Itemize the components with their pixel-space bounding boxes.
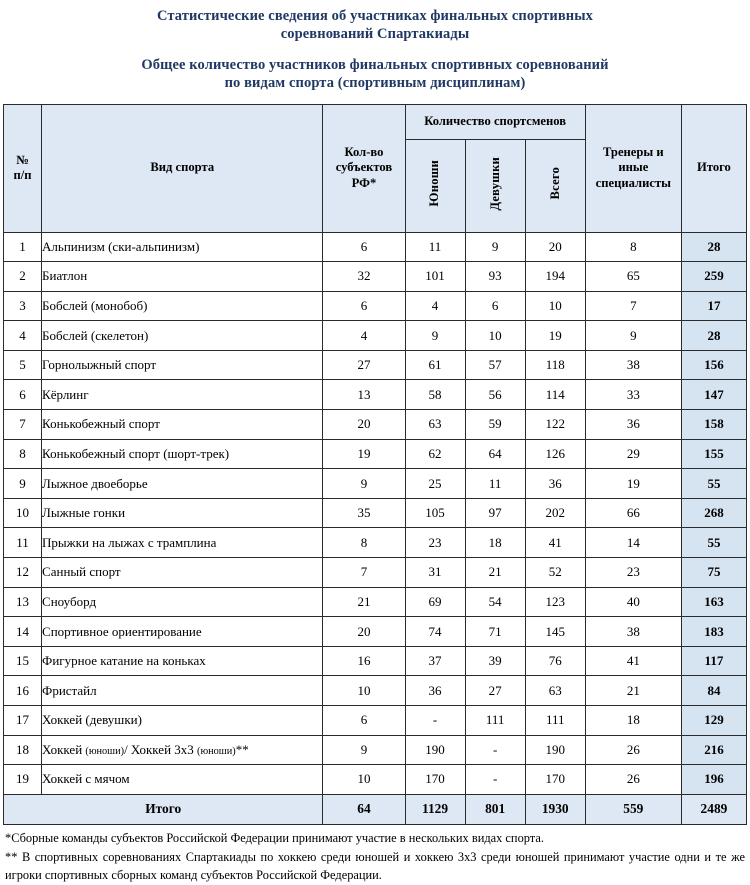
row-subjects: 7 — [323, 558, 405, 588]
row-subjects: 35 — [323, 498, 405, 528]
row-number: 9 — [4, 469, 42, 499]
table-row — [4, 646, 747, 676]
col-header-subjects-line2: субъектов — [335, 160, 393, 175]
page-title-line1: Статистические сведения об участниках финальных спортивных — [156, 8, 594, 24]
row-boys: 31 — [405, 558, 465, 588]
row-all: 114 — [525, 380, 585, 410]
row-boys: 101 — [405, 262, 465, 292]
col-header-number-line2: п/п — [13, 168, 32, 182]
row-girls: 10 — [465, 321, 525, 351]
row-boys: 4 — [405, 291, 465, 321]
row-all: 118 — [525, 350, 585, 380]
col-header-boys-label: Юноши — [427, 160, 442, 207]
row-sport-name: Фигурное катание на коньках — [42, 646, 323, 676]
row-girls: 54 — [465, 587, 525, 617]
row-girls: - — [465, 735, 525, 765]
row-subjects: 10 — [323, 676, 405, 706]
row-total: 183 — [681, 617, 746, 647]
row-total: 259 — [681, 262, 746, 292]
page-subtitle — [28, 56, 722, 92]
row-all: 190 — [525, 735, 585, 765]
col-header-all — [525, 139, 585, 232]
row-boys: - — [405, 706, 465, 736]
table-row — [4, 469, 747, 499]
row-all: 36 — [525, 469, 585, 499]
row-all: 170 — [525, 765, 585, 795]
row-sport-name: Сноуборд — [42, 587, 323, 617]
row-subjects: 9 — [323, 735, 405, 765]
row-total: 28 — [681, 321, 746, 351]
row-sport-name: Альпинизм (ски-альпинизм) — [42, 232, 323, 262]
col-header-athletes-group: Количество спортсменов — [405, 104, 585, 139]
col-header-total: Итого — [681, 104, 746, 232]
row-number: 5 — [4, 350, 42, 380]
row-coaches: 18 — [585, 706, 681, 736]
row-sport-name: Кёрлинг — [42, 380, 323, 410]
row-girls: 11 — [465, 469, 525, 499]
row-all: 41 — [525, 528, 585, 558]
table-row — [4, 498, 747, 528]
row-sport-name: Прыжки на лыжах с трамплина — [42, 528, 323, 558]
col-header-number-line1: № — [16, 152, 29, 167]
row-sport-name: Санный спорт — [42, 558, 323, 588]
row-total: 55 — [681, 528, 746, 558]
table-row — [4, 706, 747, 736]
sport-name-fragment: (юноши) — [85, 745, 125, 757]
row-all: 111 — [525, 706, 585, 736]
row-number: 13 — [4, 587, 42, 617]
totals-total: 2489 — [681, 794, 746, 824]
row-boys: 69 — [405, 587, 465, 617]
row-sport-name: Бобслей (скелетон) — [42, 321, 323, 351]
table-row — [4, 765, 747, 795]
row-number: 6 — [4, 380, 42, 410]
row-boys: 9 — [405, 321, 465, 351]
row-coaches: 38 — [585, 617, 681, 647]
row-number: 16 — [4, 676, 42, 706]
row-all: 63 — [525, 676, 585, 706]
row-girls: 56 — [465, 380, 525, 410]
row-all: 145 — [525, 617, 585, 647]
page-title-line2: соревнований Спартакиады — [280, 26, 470, 43]
row-boys: 62 — [405, 439, 465, 469]
row-number: 11 — [4, 528, 42, 558]
row-number: 12 — [4, 558, 42, 588]
row-total: 55 — [681, 469, 746, 499]
table-row — [4, 291, 747, 321]
col-header-subjects-line1: Кол-во — [344, 145, 384, 160]
row-boys: 25 — [405, 469, 465, 499]
row-subjects: 13 — [323, 380, 405, 410]
row-number: 10 — [4, 498, 42, 528]
row-coaches: 26 — [585, 765, 681, 795]
row-coaches: 9 — [585, 321, 681, 351]
row-number: 15 — [4, 646, 42, 676]
header-row-1 — [4, 104, 747, 139]
row-subjects: 6 — [323, 706, 405, 736]
row-total: 163 — [681, 587, 746, 617]
totals-coaches: 559 — [585, 794, 681, 824]
table-row — [4, 528, 747, 558]
sport-name-fragment: (юноши) — [197, 745, 236, 757]
col-header-coaches-line3: специалисты — [595, 175, 671, 190]
row-sport-name: Конькобежный спорт — [42, 410, 323, 440]
row-coaches: 33 — [585, 380, 681, 410]
row-boys: 37 — [405, 646, 465, 676]
row-girls: 6 — [465, 291, 525, 321]
table-row — [4, 262, 747, 292]
row-girls: 97 — [465, 498, 525, 528]
table-row — [4, 587, 747, 617]
row-total: 155 — [681, 439, 746, 469]
col-header-coaches — [585, 104, 681, 232]
row-girls: - — [465, 765, 525, 795]
row-coaches: 29 — [585, 439, 681, 469]
row-boys: 11 — [405, 232, 465, 262]
row-coaches: 14 — [585, 528, 681, 558]
row-all: 122 — [525, 410, 585, 440]
row-boys: 23 — [405, 528, 465, 558]
row-total: 158 — [681, 410, 746, 440]
row-subjects: 4 — [323, 321, 405, 351]
row-sport-name: Конькобежный спорт (шорт-трек) — [42, 439, 323, 469]
table-row — [4, 735, 747, 765]
row-total: 75 — [681, 558, 746, 588]
row-coaches: 19 — [585, 469, 681, 499]
row-boys: 63 — [405, 410, 465, 440]
page-subtitle-line1: Общее количество участников финальных спортивных соревнований — [141, 57, 609, 74]
row-subjects: 9 — [323, 469, 405, 499]
row-boys: 36 — [405, 676, 465, 706]
row-total: 216 — [681, 735, 746, 765]
row-number: 4 — [4, 321, 42, 351]
row-girls: 21 — [465, 558, 525, 588]
row-all: 20 — [525, 232, 585, 262]
totals-subjects: 64 — [323, 794, 405, 824]
row-total: 129 — [681, 706, 746, 736]
row-total: 196 — [681, 765, 746, 795]
row-all: 123 — [525, 587, 585, 617]
table-row — [4, 558, 747, 588]
row-girls: 93 — [465, 262, 525, 292]
col-header-subjects-line3: РФ* — [351, 175, 377, 190]
table-foot — [4, 794, 747, 824]
sport-name-fragment: Хоккей — [42, 741, 86, 757]
row-coaches: 36 — [585, 410, 681, 440]
footnote-2: ** В спортивных соревнованиях Спартакиады по хоккею среди юношей и хоккею 3х3 среди юношей принимают участие одни и те же игроки спортивных сборных команд субъектов Российской Федерации. — [5, 849, 745, 883]
row-subjects: 32 — [323, 262, 405, 292]
table-row — [4, 350, 747, 380]
row-total: 268 — [681, 498, 746, 528]
participants-table — [3, 104, 747, 825]
row-number: 8 — [4, 439, 42, 469]
totals-row — [4, 794, 747, 824]
row-boys: 170 — [405, 765, 465, 795]
row-boys: 61 — [405, 350, 465, 380]
table-container — [3, 104, 747, 825]
row-number: 7 — [4, 410, 42, 440]
row-all: 202 — [525, 498, 585, 528]
row-subjects: 27 — [323, 350, 405, 380]
row-girls: 57 — [465, 350, 525, 380]
table-row — [4, 410, 747, 440]
row-number: 2 — [4, 262, 42, 292]
row-sport-name — [42, 735, 323, 765]
row-sport-name: Спортивное ориентирование — [42, 617, 323, 647]
table-row — [4, 380, 747, 410]
col-header-coaches-line1: Тренеры и — [603, 145, 664, 160]
totals-all: 1930 — [525, 794, 585, 824]
col-header-subjects — [323, 104, 405, 232]
row-sport-name: Горнолыжный спорт — [42, 350, 323, 380]
col-header-boys — [405, 139, 465, 232]
page-subtitle-line2: по видам спорта (спортивным дисциплинам) — [224, 75, 526, 92]
row-coaches: 66 — [585, 498, 681, 528]
row-total: 156 — [681, 350, 746, 380]
row-girls: 9 — [465, 232, 525, 262]
totals-girls: 801 — [465, 794, 525, 824]
table-row — [4, 676, 747, 706]
row-boys: 105 — [405, 498, 465, 528]
table-body — [4, 232, 747, 794]
table-row — [4, 321, 747, 351]
row-coaches: 38 — [585, 350, 681, 380]
row-number: 17 — [4, 706, 42, 736]
row-sport-name: Фристайл — [42, 676, 323, 706]
col-header-girls-label: Девушки — [487, 156, 502, 211]
row-all: 194 — [525, 262, 585, 292]
row-subjects: 8 — [323, 528, 405, 558]
document-titles — [3, 0, 747, 93]
row-coaches: 8 — [585, 232, 681, 262]
row-coaches: 7 — [585, 291, 681, 321]
row-girls: 111 — [465, 706, 525, 736]
row-coaches: 41 — [585, 646, 681, 676]
row-total: 84 — [681, 676, 746, 706]
row-all: 52 — [525, 558, 585, 588]
footnotes — [3, 829, 747, 885]
row-coaches: 40 — [585, 587, 681, 617]
row-number: 18 — [4, 735, 42, 765]
row-sport-name: Лыжные гонки — [42, 498, 323, 528]
col-header-girls — [465, 139, 525, 232]
totals-boys: 1129 — [405, 794, 465, 824]
table-row — [4, 232, 747, 262]
row-subjects: 20 — [323, 617, 405, 647]
row-sport-name: Бобслей (монобоб) — [42, 291, 323, 321]
row-subjects: 19 — [323, 439, 405, 469]
row-girls: 64 — [465, 439, 525, 469]
row-sport-name: Хоккей (девушки) — [42, 706, 323, 736]
totals-label: Итого — [4, 794, 323, 824]
row-total: 28 — [681, 232, 746, 262]
page-title — [43, 7, 707, 43]
row-coaches: 23 — [585, 558, 681, 588]
row-boys: 58 — [405, 380, 465, 410]
row-total: 117 — [681, 646, 746, 676]
row-coaches: 65 — [585, 262, 681, 292]
row-total: 17 — [681, 291, 746, 321]
row-sport-name: Биатлон — [42, 262, 323, 292]
row-boys: 190 — [405, 735, 465, 765]
row-boys: 74 — [405, 617, 465, 647]
row-all: 19 — [525, 321, 585, 351]
row-sport-name: Хоккей с мячом — [42, 765, 323, 795]
row-subjects: 21 — [323, 587, 405, 617]
row-coaches: 21 — [585, 676, 681, 706]
row-all: 76 — [525, 646, 585, 676]
row-sport-name: Лыжное двоеборье — [42, 469, 323, 499]
col-header-coaches-line2: иные — [618, 160, 649, 175]
row-number: 14 — [4, 617, 42, 647]
table-head — [4, 104, 747, 232]
row-number: 19 — [4, 765, 42, 795]
row-girls: 59 — [465, 410, 525, 440]
row-coaches: 26 — [585, 735, 681, 765]
sport-name-fragment: / Хоккей 3х3 — [124, 741, 198, 757]
table-row — [4, 617, 747, 647]
row-total: 147 — [681, 380, 746, 410]
row-girls: 39 — [465, 646, 525, 676]
row-subjects: 20 — [323, 410, 405, 440]
row-all: 10 — [525, 291, 585, 321]
row-subjects: 6 — [323, 291, 405, 321]
sport-name-fragment: ** — [235, 741, 249, 757]
row-all: 126 — [525, 439, 585, 469]
row-subjects: 10 — [323, 765, 405, 795]
table-row — [4, 439, 747, 469]
col-header-sport: Вид спорта — [42, 104, 323, 232]
row-subjects: 6 — [323, 232, 405, 262]
row-girls: 18 — [465, 528, 525, 558]
col-header-number — [4, 104, 42, 232]
row-number: 3 — [4, 291, 42, 321]
row-girls: 71 — [465, 617, 525, 647]
row-subjects: 16 — [323, 646, 405, 676]
row-number: 1 — [4, 232, 42, 262]
row-girls: 27 — [465, 676, 525, 706]
footnote-1: *Сборные команды субъектов Российской Федерации принимают участие в нескольких видах спорта. — [5, 830, 544, 845]
col-header-all-label: Всего — [547, 167, 562, 200]
